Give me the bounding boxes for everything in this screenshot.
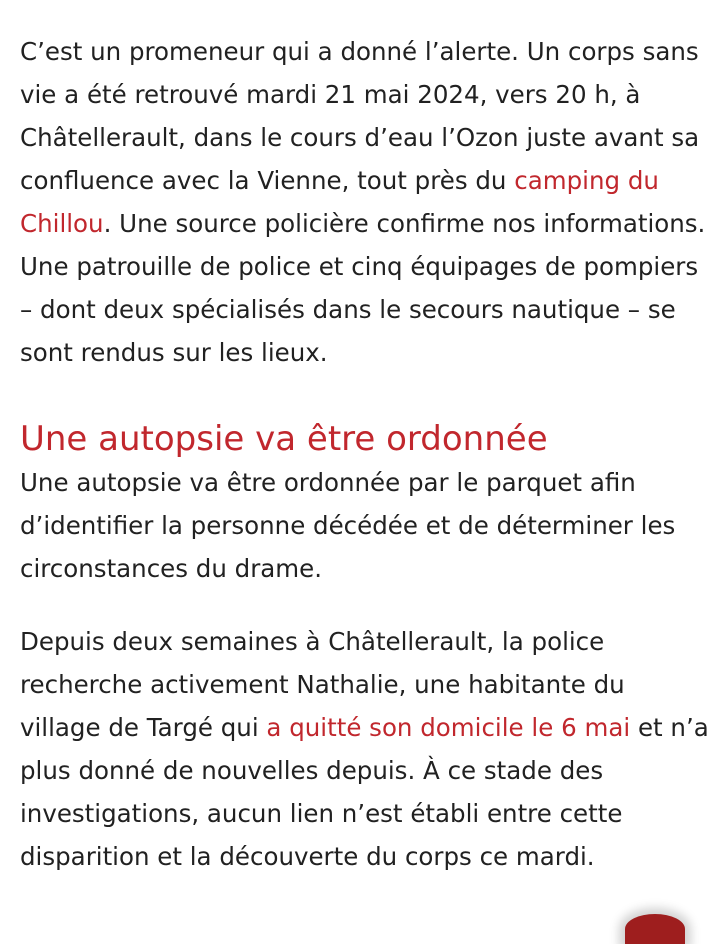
section-heading: Une autopsie va être ordonnée bbox=[20, 419, 548, 459]
paragraph-text: et n’a plus donné de nouvelles depuis. À ce stade des investigations, aucun lien n’est établi entre cette disparition et la découverte du corps ce mardi. bbox=[20, 713, 709, 871]
paragraph-text: C’est un promeneur qui a donné l’alerte. Un corps sans vie a été retrouvé mardi 21 mai 2024, vers 20 h, à Châtellerault, dans le cours d’eau l’Ozon juste avant sa confluence avec la Vienne, tout près du bbox=[20, 37, 700, 195]
paragraph-text: Depuis deux semaines à Châtellerault, la police recherche activement Nathalie, une habitante du village de Targé qui bbox=[20, 627, 625, 742]
article-paragraph bbox=[20, 30, 710, 374]
article-body bbox=[20, 30, 710, 878]
camping-du-chillou-link[interactable]: camping du Chillou bbox=[20, 166, 659, 238]
paragraph-text: . Une source policière confirme nos informations. Une patrouille de police et cinq équipages de pompiers – dont deux spécialisés dans le secours nautique – se sont rendus sur les lieux. bbox=[20, 209, 706, 367]
quitte-domicile-link[interactable]: a quitté son domicile le 6 mai bbox=[266, 713, 631, 742]
article-paragraph bbox=[20, 620, 710, 878]
floating-action-button[interactable] bbox=[625, 914, 685, 944]
article-paragraph: Une autopsie va être ordonnée par le parquet afin d’identifier la personne décédée et de déterminer les circonstances du drame. bbox=[20, 468, 676, 583]
